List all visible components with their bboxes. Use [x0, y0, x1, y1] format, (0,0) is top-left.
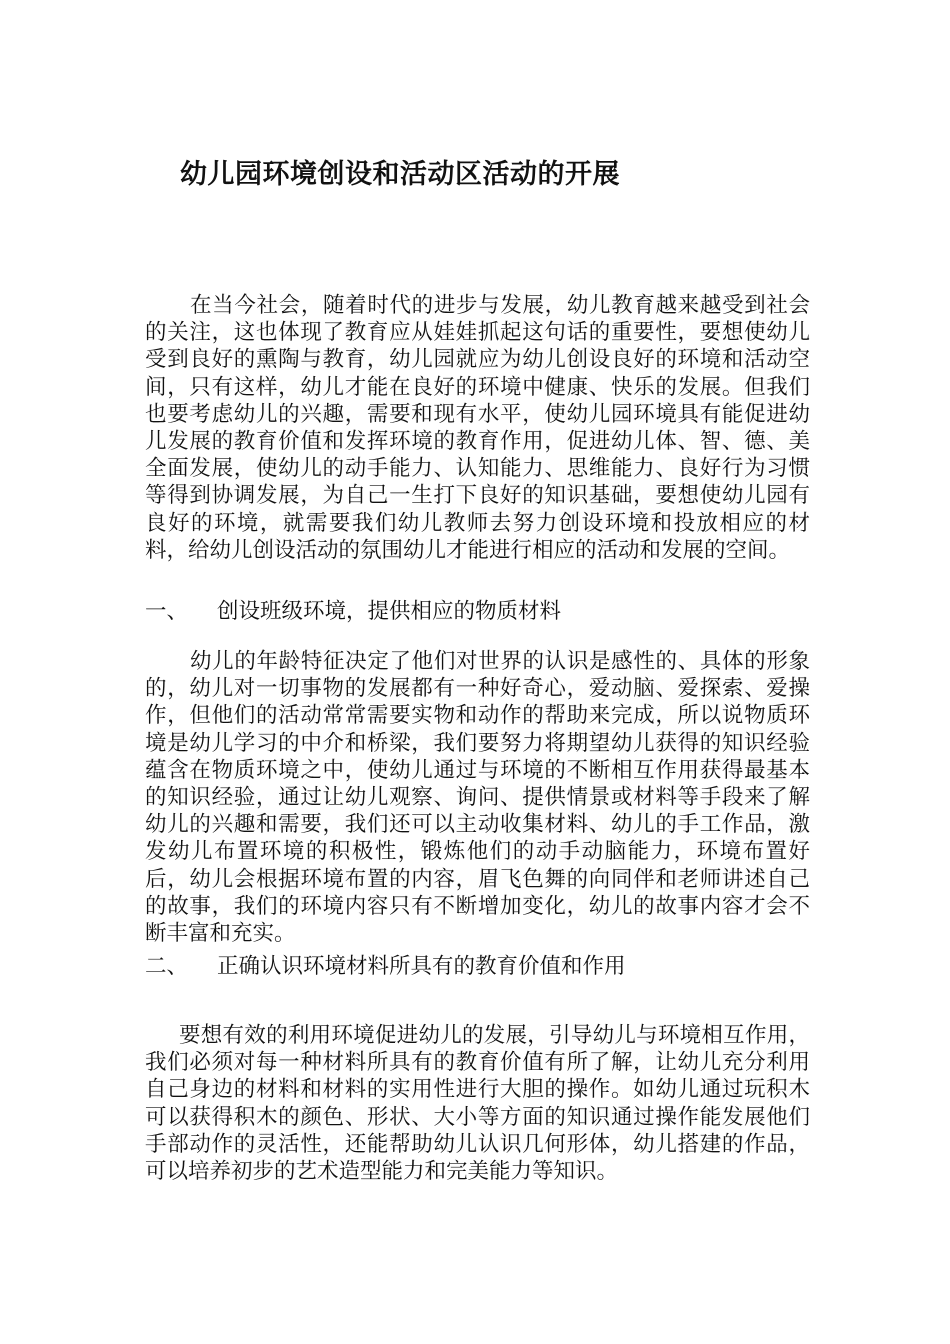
section-1-heading: [145, 598, 561, 626]
document-title: 幼儿园环境创设和活动区活动的开展: [180, 159, 620, 190]
intro-paragraph: 在当今社会，随着时代的进步与发展，幼儿教育越来越受到社会的关注，这也体现了教育应从娃娃抓起这句话的重要性，要想使幼儿受到良好的熏陶与教育，幼儿园就应为幼儿创设良好的环境和活动空间，只有这样，幼儿才能在良好的环境中健康、快乐的发展。但我们也要考虑幼儿的兴趣，需要和现有水平，使幼儿园环境具有能促进幼儿发展的教育价值和发挥环境的教育作用，促进幼儿体、智、德、美全面发展，使幼儿的动手能力、认知能力、思维能力、良好行为习惯等得到协调发展，为自己一生打下良好的知识基础，要想使幼儿园有良好的环境，就需要我们幼儿教师去努力创设环境和投放相应的材料，给幼儿创设活动的氛围幼儿才能进行相应的活动和发展的空间。: [145, 293, 810, 563]
section-1-paragraph: 幼儿的年龄特征决定了他们对世界的认识是感性的、具体的形象的，幼儿对一切事物的发展都有一种好奇心，爱动脑、爱探索、爱操作，但他们的活动常常需要实物和动作的帮助来完成，所以说物质环境是幼儿学习的中介和桥梁，我们要努力将期望幼儿获得的知识经验蕴含在物质环境之中，使幼儿通过与环境的不断相互作用获得最基本的知识经验，通过让幼儿观察、询问、提供情景或材料等手段来了解幼儿的兴趣和需要，我们还可以主动收集材料、幼儿的手工作品，激发幼儿布置环境的积极性，锻炼他们的动手动脑能力，环境布置好后，幼儿会根据环境布置的内容，眉飞色舞的向同伴和老师讲述自己的故事，我们的环境内容只有不断增加变化，幼儿的故事内容才会不断丰富和充实。: [145, 649, 810, 947]
section-2-heading-text: 正确认识环境材料所具有的教育价值和作用: [217, 954, 626, 979]
section-2-paragraph: 要想有效的利用环境促进幼儿的发展，引导幼儿与环境相互作用，我们必须对每一种材料所具有的教育价值有所了解，让幼儿充分利用自己身边的材料和材料的实用性进行大胆的操作。如幼儿通过玩积木可以获得积木的颜色、形状、大小等方面的知识通过操作能发展他们手部动作的灵活性，还能帮助幼儿认识几何形体，幼儿搭建的作品，可以培养初步的艺术造型能力和完美能力等知识。: [145, 1023, 810, 1185]
section-1-number: 一、: [145, 599, 189, 624]
section-1-heading-text: 创设班级环境，提供相应的物质材料: [217, 599, 562, 624]
section-2-number: 二、: [145, 954, 189, 979]
section-2-heading: [145, 953, 626, 981]
